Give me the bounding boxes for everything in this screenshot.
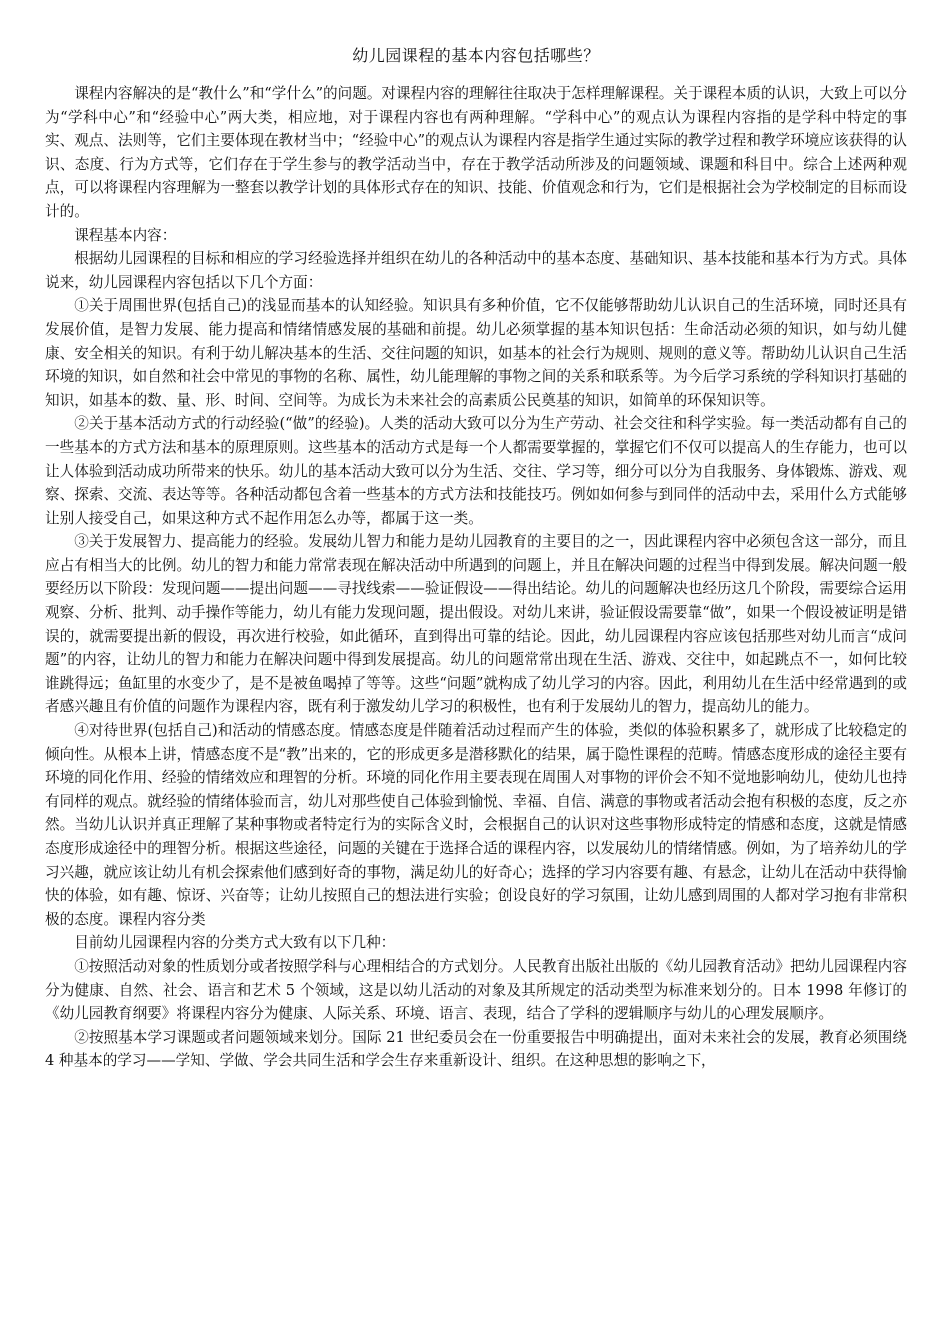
paragraph-action-experience: ②关于基本活动方式的行动经验(“做”的经验)。人类的活动大致可以分为生产劳动、社会交往和科学实验。每一类活动都有自己的一些基本的方式方法和基本的原理原则。这些基本的活动方式是每一个人都需要掌握的，掌握它们不仅可以提高人的生存能力，也可以让人体验到活动成功所带来的快乐。幼儿的基本活动大致可以分为生活、交往、学习等，细分可以分为自我服务、身体锻炼、游戏、观察、探索、交流、表达等等。各种活动都包含着一些基本的方式方法和技能技巧。例如如何参与到同伴的活动中去，采用什么方式能够让别人接受自己，如果这种方式不起作用怎么办等，都属于这一类。	[45, 415, 907, 527]
paragraph-intelligence-experience: ③关于发展智力、提高能力的经验。发展幼儿智力和能力是幼儿园教育的主要目的之一，因此课程内容中必须包含这一部分，而且应占有相当大的比例。幼儿的智力和能力常常表现在解决活动中所遇到的问题上，并且在解决问题的过程当中得到发展。解决问题一般要经历以下阶段：发现问题——提出问题——寻找线索——验证假设——得出结论。幼儿的问题解决也经历这几个阶段，需要综合运用观察、分析、批判、动手操作等能力，幼儿有能力发现问题，提出假设。对幼儿来讲，验证假设需要靠“做”，如果一个假设被证明是错误的，就需要提出新的假设，再次进行校验，如此循环，直到得出可靠的结论。因此，幼儿园课程内容应该包括那些对幼儿而言“成问题”的内容，让幼儿的智力和能力在解决问题中得到发展提高。幼儿的问题常常出现在生活、游戏、交往中，如起跳点不一，如何比较谁跳得远；鱼缸里的水变少了，是不是被鱼喝掉了等等。这些“问题”就构成了幼儿学习的内容。因此，利用幼儿在生活中经常遇到的或者感兴趣且有价值的问题作为课程内容，既有利于激发幼儿学习的积极性，也有利于发展幼儿的智力，提高幼儿的能力。	[45, 533, 907, 716]
paragraph-basic-content-heading: 课程基本内容：	[74, 226, 177, 244]
document-title: 幼儿园课程的基本内容包括哪些？	[352, 46, 600, 65]
paragraph-cognitive-experience: ①关于周围世界(包括自己)的浅显而基本的认知经验。知识具有多种价值，它不仅能够帮助幼儿认识自己的生活环境，同时还具有发展价值，是智力发展、能力提高和情绪情感发展的基础和前提。幼儿必须掌握的基本知识包括：生命活动必须的知识，如与幼儿健康、安全相关的知识。有利于幼儿解决基本的生活、交往问题的知识，如基本的社会行为规则、规则的意义等。帮助幼儿认识自己生活环境的知识，如自然和社会中常见的事物的名称、属性，幼儿能理解的事物之间的关系和联系等。为今后学习系统的学科知识打基础的知识，如基本的数、量、形、时间、空间等。为成长为未来社会的高素质公民奠基的知识，如简单的环保知识等。	[45, 297, 907, 409]
paragraph-basic-content-summary: 根据幼儿园课程的目标和相应的学习经验选择并组织在幼儿的各种活动中的基本态度、基础知识、基本技能和基本行为方式。具体说来，幼儿园课程内容包括以下几个方面：	[45, 250, 907, 291]
paragraph-classification-intro: 目前幼儿园课程内容的分类方式大致有以下几种：	[74, 934, 396, 952]
paragraph-classification-by-object: ①按照活动对象的性质划分或者按照学科与心理相结合的方式划分。人民教育出版社出版的《幼儿园教育活动》把幼儿园课程内容分为健康、自然、社会、语言和艺术 5 个领域，这是以幼儿活动的对象及其所规定的活动类型为标准来划分的。日本 1998 年修订的《幼儿园教育纲要》将课程内容分为健康、人际关系、环境、语言、表现，结合了学科的逻辑顺序与幼儿的心理发展顺序。	[45, 957, 907, 1023]
paragraph-classification-by-topic: ②按照基本学习课题或者问题领域来划分。国际 21 世纪委员会在一份重要报告中明确提出，面对未来社会的发展，教育必须围绕 4 种基本的学习——学知、学做、学会共同生活和学会生存来重新设计、组织。在这种思想的影响之下，	[45, 1028, 907, 1070]
paragraph-intro: 课程内容解决的是“教什么”和“学什么”的问题。对课程内容的理解往往取决于怎样理解课程。关于课程本质的认识，大致上可以分为“学科中心”和“经验中心”两大类，相应地，对于课程内容也有两种理解。“学科中心”的观点认为课程内容指的是学科中特定的事实、观点、法则等，它们主要体现在教材当中；“经验中心”的观点认为课程内容是指学生通过实际的教学过程和教学环境应该获得的认识、态度、行为方式等，它们存在于学生参与的教学活动当中，存在于教学活动所涉及的问题领域、课题和科目中。综合上述两种观点，可以将课程内容理解为一整套以教学计划的具体形式存在的知识、技能、价值观念和行为，它们是根据社会为学校制定的目标而设计的。	[45, 85, 907, 220]
paragraph-emotional-attitude: ④对待世界(包括自己)和活动的情感态度。情感态度是伴随着活动过程而产生的体验，类似的体验积累多了，就形成了比较稳定的倾向性。从根本上讲，情感态度不是“教”出来的，它的形成更多是潜移默化的结果，属于隐性课程的范畴。情感态度形成的途径主要有环境的同化作用、经验的情绪效应和理智的分析。环境的同化作用主要表现在周围人对事物的评价会不知不觉地影响幼儿，使幼儿也持有同样的观点。就经验的情绪体验而言，幼儿对那些使自己体验到愉悦、幸福、自信、满意的事物或者活动会抱有积极的态度，反之亦然。当幼儿认识并真正理解了某种事物或者特定行为的实际含义时，会根据自己的认识对这些事物形成特定的情感和态度，这就是情感态度形成途径中的理智分析。根据这些途径，问题的关键在于选择合适的课程内容，以发展幼儿的情绪情感。例如，为了培养幼儿的学习兴趣，就应该让幼儿有机会探索他们感到好奇的事物，满足幼儿的好奇心；选择的学习内容要有趣、有悬念，让幼儿在活动中获得愉快的体验，如有趣、惊讶、兴奋等；让幼儿按照自己的想法进行实验；创设良好的学习氛围，让幼儿感到周围的人都对学习抱有非常积极的态度。课程内容分类	[45, 722, 907, 928]
